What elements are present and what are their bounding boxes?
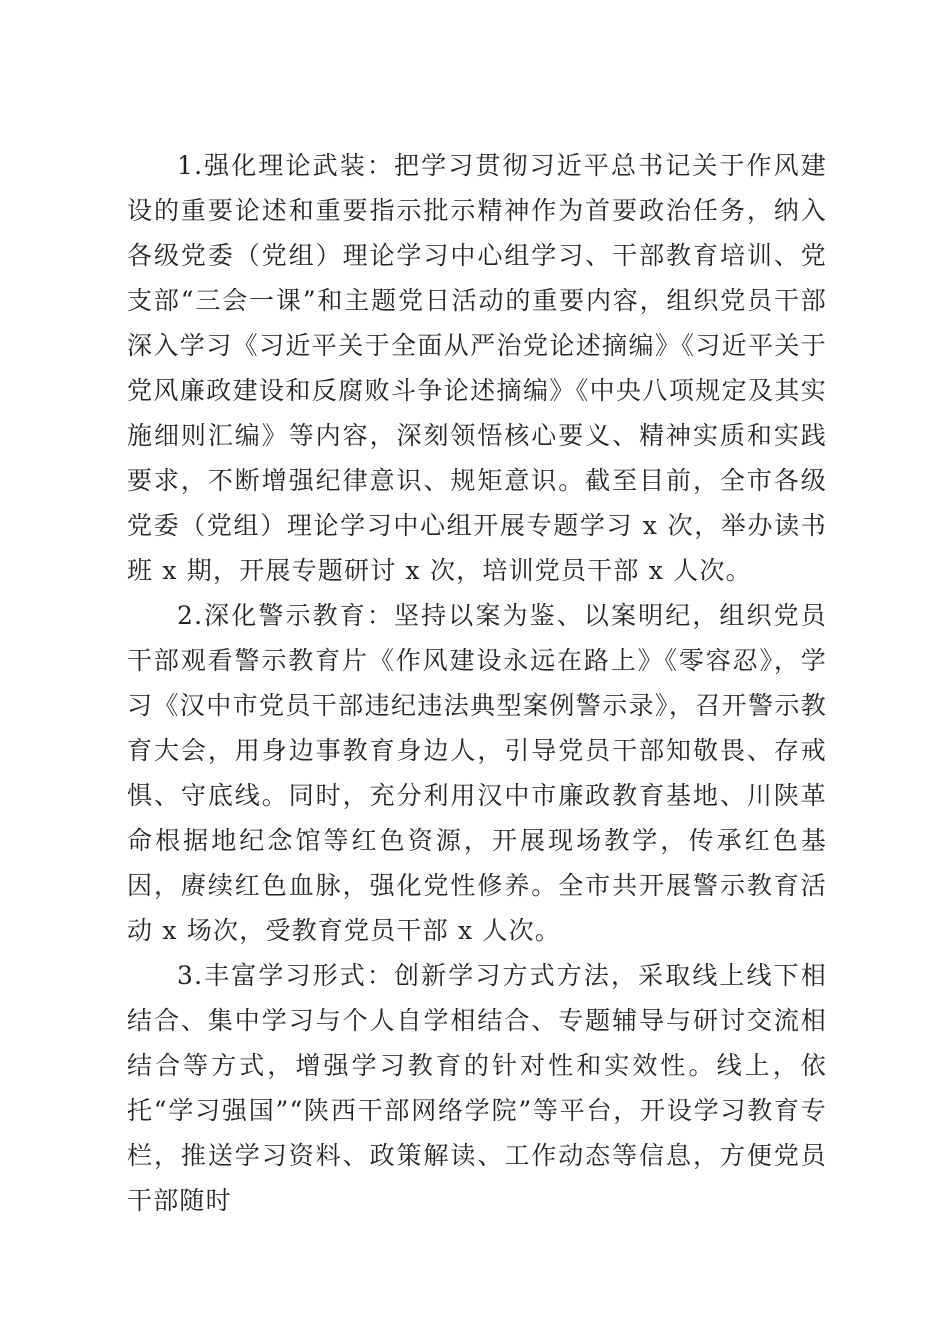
paragraph-learning-forms: 3.丰富学习形式：创新学习方式方法，采取线上线下相结合、集中学习与个人自学相结合、专题辅导与研讨交流相结合等方式，增强学习教育的针对性和实效性。线上，依托“学习强国”“陕西干部网络学院”等平台，开设学习教育专栏，推送学习资料、政策解读、工作动态等信息，方便党员干部随时 bbox=[127, 961, 827, 1215]
document-body bbox=[127, 143, 827, 1223]
paragraph-strengthen-theory: 1.强化理论武装：把学习贯彻习近平总书记关于作风建设的重要论述和重要指示批示精神作为首要政治任务，纳入各级党委（党组）理论学习中心组学习、干部教育培训、党支部“三会一课”和主题党日活动的重要内容，组织党员干部深入学习《习近平关于全面从严治党论述摘编》《习近平关于党风廉政建设和反腐败斗争论述摘编》《中央八项规定及其实施细则汇编》等内容，深刻领悟核心要义、精神实质和实践要求，不断增强纪律意识、规矩意识。截至目前，全市各级党委（党组）理论学习中心组开展专题学习 x 次，举办读书班 x 期，开展专题研讨 x 次，培训党员干部 x 人次。 bbox=[127, 151, 827, 585]
paragraph-warning-education: 2.深化警示教育：坚持以案为鉴、以案明纪，组织党员干部观看警示教育片《作风建设永远在路上》《零容忍》，学习《汉中市党员干部违纪违法典型案例警示录》，召开警示教育大会，用身边事教育身边人，引导党员干部知敬畏、存戒惧、守底线。同时，充分利用汉中市廉政教育基地、川陕革命根据地纪念馆等红色资源，开展现场教学，传承红色基因，赓续红色血脉，强化党性修养。全市共开展警示教育活动 x 场次，受教育党员干部 x 人次。 bbox=[127, 601, 827, 945]
